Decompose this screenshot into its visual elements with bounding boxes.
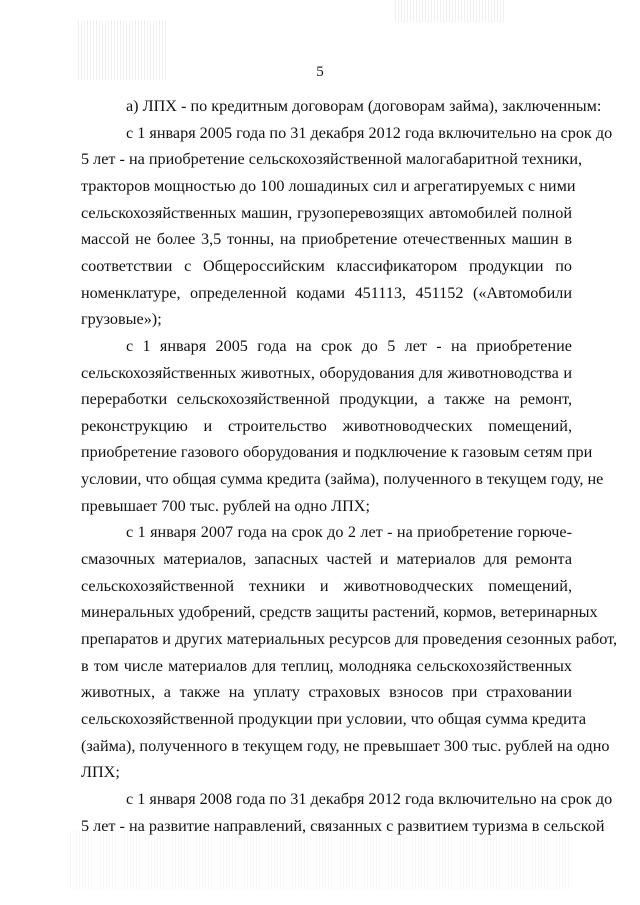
text-line: условии, что общая сумма кредита (займа), полученного в текущем году, не [81,470,604,489]
text-line: (займа), полученного в текущем году, не превышает 300 тыс. рублей на одно [81,736,610,755]
text-line: превышает 700 тыс. рублей на одно ЛПХ; [81,496,370,515]
text-line: в том числе материалов для теплиц, молодняка сельскохозяйственных [81,656,572,675]
text-line: 5 лет - на приобретение сельскохозяйственной малогабаритной техники, [81,150,583,169]
text-line: сельскохозяйственной техники и животноводческих помещений, [81,576,572,595]
text-line: тракторов мощностью до 100 лошадиных сил и агрегатируемых с ними [81,176,576,195]
text-line: с 1 января 2008 года по 31 декабря 2012 года включительно на срок до [126,789,613,808]
text-line: сельскохозяйственной продукции при условии, что общая сумма кредита [81,709,587,728]
text-line: а) ЛПХ - по кредитным договорам (договорам займа), заключенным: [126,97,602,115]
text-line: ЛПХ; [81,763,120,782]
text-line: переработки сельскохозяйственной продукции, а также на ремонт, [81,390,572,409]
text-line: смазочных материалов, запасных частей и материалов для ремонта [81,550,572,569]
text-line: с 1 января 2005 года на срок до 5 лет - на приобретение [126,336,572,355]
page-number: 5 [316,64,324,80]
text-line: препаратов и других материальных ресурсов для проведения сезонных работ, [81,630,618,648]
text-line: грузовые»); [81,310,162,329]
text-line: 5 лет - на развитие направлений, связанных с развитием туризма в сельской [81,816,605,835]
text-line: животных, а также на уплату страховых взносов при страховании [81,683,572,702]
text-line: приобретение газового оборудования и подключение к газовым сетям при [81,443,593,462]
text-line: номенклатуре, определенной кодами 451113, 451152 («Автомобили [81,283,572,302]
text-line: реконструкцию и строительство животноводческих помещений, [81,416,572,435]
scan-noise [70,830,570,890]
scan-noise [395,0,505,22]
text-line: массой не более 3,5 тонны, на приобретение отечественных машин в [81,230,572,249]
text-line: соответствии с Общероссийским классификатором продукции по [81,256,572,275]
text-line: минеральных удобрений, средств защиты растений, кормов, ветеринарных [81,603,598,622]
text-line: сельскохозяйственных животных, оборудования для животноводства и [81,363,572,382]
text-line: с 1 января 2005 года по 31 декабря 2012 года включительно на срок до [126,123,613,142]
text-line: сельскохозяйственных машин, грузоперевозящих автомобилей полной [81,203,572,222]
text-line: с 1 января 2007 года на срок до 2 лет - на приобретение горюче- [126,523,572,542]
